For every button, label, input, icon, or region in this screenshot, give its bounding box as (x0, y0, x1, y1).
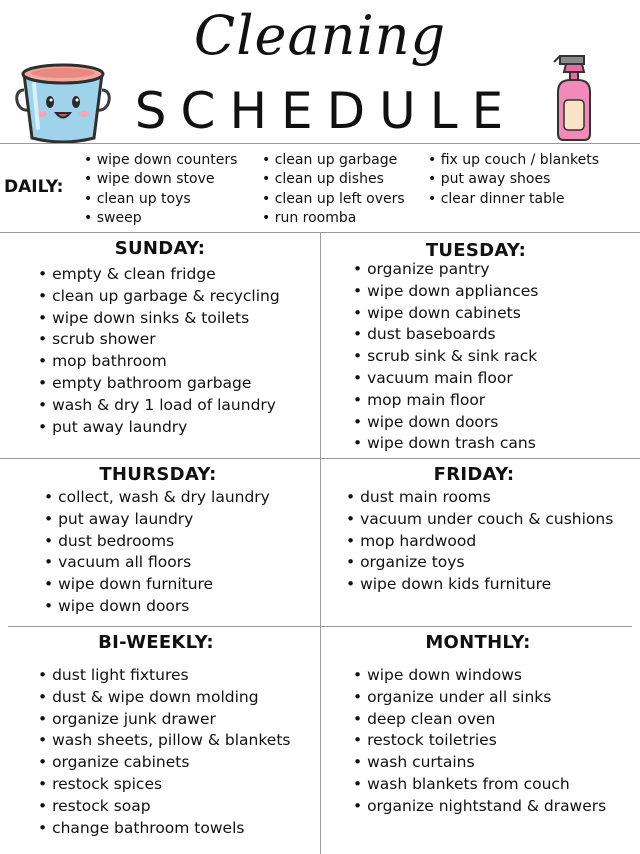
tuesday-task-list (353, 259, 538, 455)
smiling-bucket-icon (14, 60, 112, 144)
tuesday-title: TUESDAY: (425, 240, 527, 261)
list-item: • clear dinner table (428, 190, 599, 209)
list-item: • wash sheets, pillow & blankets (38, 730, 291, 752)
spray-bottle-icon (552, 50, 596, 142)
list-item: • organize nightstand & drawers (353, 796, 606, 818)
daily-label: DAILY: (4, 177, 64, 197)
list-item: • wipe down doors (353, 412, 538, 434)
list-item: • clean up garbage (262, 151, 405, 170)
sunday-task-list (38, 264, 280, 438)
list-item: • wash curtains (353, 752, 606, 774)
list-item: • organize toys (346, 552, 613, 574)
biweekly-title: BI-WEEKLY: (98, 632, 214, 653)
list-item: • clean up garbage & recycling (38, 286, 280, 308)
list-item: • change bathroom towels (38, 818, 291, 840)
list-item: • wipe down doors (44, 596, 270, 618)
list-item: • run roomba (262, 209, 405, 228)
list-item: • empty bathroom garbage (38, 373, 280, 395)
divider-vertical-row3 (320, 626, 321, 854)
thursday-task-list (44, 487, 270, 618)
biweekly-task-list (38, 665, 291, 839)
list-item: • dust main rooms (346, 487, 613, 509)
list-item: • wipe down kids furniture (346, 574, 613, 596)
list-item: • sweep (84, 209, 237, 228)
list-item: • wipe down furniture (44, 574, 270, 596)
list-item: • restock spices (38, 774, 291, 796)
list-item: • put away laundry (38, 417, 280, 439)
friday-task-list (346, 487, 613, 596)
list-item: • dust light fixtures (38, 665, 291, 687)
divider-header (0, 143, 640, 144)
monthly-task-list (353, 665, 606, 818)
list-item: • wipe down appliances (353, 281, 538, 303)
divider-vertical-row2 (320, 458, 321, 626)
list-item: • restock toiletries (353, 730, 606, 752)
list-item: • clean up toys (84, 190, 237, 209)
friday-title: FRIDAY: (433, 464, 515, 485)
daily-column-3 (428, 151, 599, 209)
list-item: • mop hardwood (346, 531, 613, 553)
list-item: • fix up couch / blankets (428, 151, 599, 170)
list-item: • wipe down cabinets (353, 303, 538, 325)
list-item: • clean up dishes (262, 170, 405, 189)
list-item: • restock soap (38, 796, 291, 818)
list-item: • scrub sink & sink rack (353, 346, 538, 368)
list-item: • put away laundry (44, 509, 270, 531)
list-item: • wipe down windows (353, 665, 606, 687)
script-title: Cleaning (193, 4, 447, 67)
daily-column-2 (262, 151, 405, 228)
list-item: • wash & dry 1 load of laundry (38, 395, 280, 417)
list-item: • vacuum under couch & cushions (346, 509, 613, 531)
list-item: • organize junk drawer (38, 709, 291, 731)
list-item: • organize cabinets (38, 752, 291, 774)
thursday-title: THURSDAY: (99, 464, 217, 485)
list-item: • clean up left overs (262, 190, 405, 209)
sunday-title: SUNDAY: (114, 238, 206, 259)
list-item: • dust bedrooms (44, 531, 270, 553)
list-item: • wipe down counters (84, 151, 237, 170)
list-item: • wipe down trash cans (353, 433, 538, 455)
daily-column-1 (84, 151, 237, 228)
list-item: • organize pantry (353, 259, 538, 281)
divider-vertical-row1 (320, 232, 321, 458)
monthly-title: MONTHLY: (425, 632, 531, 653)
list-item: • mop main floor (353, 390, 538, 412)
list-item: • empty & clean fridge (38, 264, 280, 286)
list-item: • wipe down stove (84, 170, 237, 189)
list-item: • put away shoes (428, 170, 599, 189)
list-item: • collect, wash & dry laundry (44, 487, 270, 509)
header (0, 0, 640, 143)
list-item: • organize under all sinks (353, 687, 606, 709)
list-item: • dust baseboards (353, 324, 538, 346)
list-item: • vacuum main floor (353, 368, 538, 390)
list-item: • vacuum all floors (44, 552, 270, 574)
list-item: • scrub shower (38, 329, 280, 351)
list-item: • deep clean oven (353, 709, 606, 731)
list-item: • dust & wipe down molding (38, 687, 291, 709)
main-title: SCHEDULE (134, 82, 518, 140)
list-item: • wash blankets from couch (353, 774, 606, 796)
list-item: • mop bathroom (38, 351, 280, 373)
list-item: • wipe down sinks & toilets (38, 308, 280, 330)
